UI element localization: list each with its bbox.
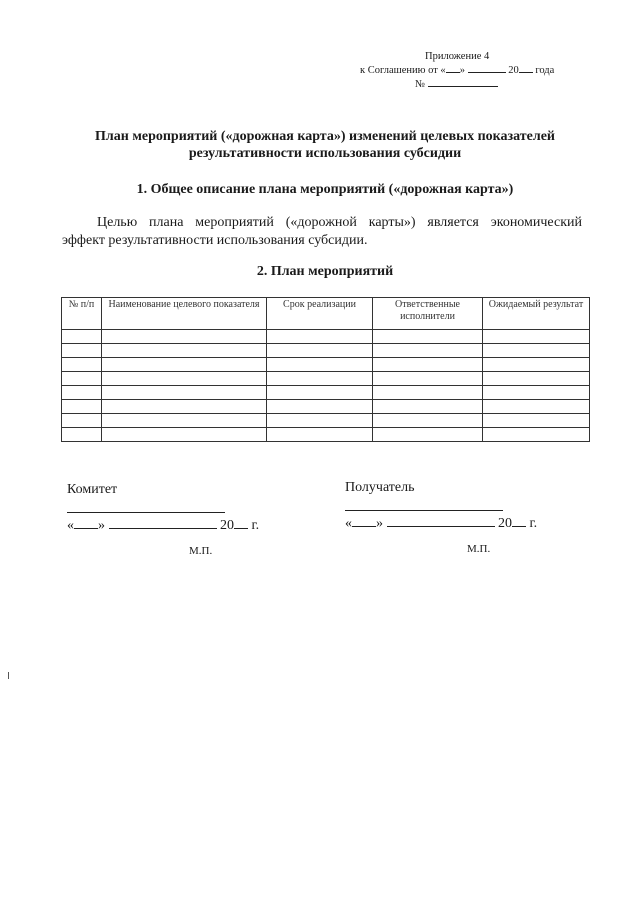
table-row: [62, 344, 590, 358]
table-cell: [267, 386, 373, 400]
table-cell: [373, 386, 483, 400]
section2-heading: 2. План мероприятий: [256, 264, 394, 279]
table-cell: [373, 344, 483, 358]
signature-block-recipient: [345, 480, 537, 532]
table-cell: [102, 386, 267, 400]
plan-table: [61, 297, 590, 442]
appendix-header: [360, 50, 585, 91]
table-cell: [267, 372, 373, 386]
table-cell: [62, 428, 102, 442]
signatory-name: Получатель: [345, 480, 415, 495]
year-blank: [234, 517, 248, 529]
table-cell: [102, 358, 267, 372]
day-blank: [352, 515, 376, 527]
scan-mark: [8, 672, 9, 679]
signature-block-committee: [67, 482, 259, 534]
table-cell: [102, 428, 267, 442]
table-cell: [267, 330, 373, 344]
table-row: [62, 400, 590, 414]
agreement-number: №: [360, 77, 585, 91]
month-blank: [468, 63, 506, 73]
table-row: [62, 386, 590, 400]
table-cell: [62, 372, 102, 386]
agreement-reference: к Соглашению от « » 20 года: [360, 65, 555, 76]
section1-heading: 1. Общее описание плана мероприятий («дорожная карта»): [136, 182, 514, 197]
day-blank: [74, 517, 98, 529]
table-cell: [483, 414, 590, 428]
table-cell: [267, 400, 373, 414]
table-cell: [373, 330, 483, 344]
column-header-indicator: Наименование целевого показателя: [102, 298, 267, 330]
stamp-label-committee: М.П.: [189, 545, 213, 557]
table-cell: [62, 330, 102, 344]
year-blank: [512, 515, 526, 527]
table-row: [62, 358, 590, 372]
table-row: [62, 428, 590, 442]
table-cell: [373, 358, 483, 372]
signature-line: [67, 502, 225, 513]
appendix-number: Приложение 4: [425, 51, 490, 62]
column-header-deadline: Срок реализации: [267, 298, 373, 330]
signature-line: [345, 500, 503, 511]
table-cell: [102, 344, 267, 358]
table-cell: [483, 372, 590, 386]
table-cell: [267, 344, 373, 358]
number-blank: [428, 77, 498, 87]
table-cell: [102, 372, 267, 386]
table-header-row: [62, 298, 590, 330]
table-row: [62, 330, 590, 344]
table-cell: [483, 344, 590, 358]
table-cell: [483, 400, 590, 414]
table-cell: [102, 414, 267, 428]
stamp-label-recipient: М.П.: [467, 543, 491, 555]
day-blank: [446, 63, 460, 73]
section1-text: Целью плана мероприятий («дорожной карты») является экономический эффект результативности использования субсидии.: [62, 215, 582, 248]
table-cell: [267, 428, 373, 442]
month-blank: [387, 515, 495, 527]
column-header-result: Ожидаемый результат: [483, 298, 590, 330]
table-cell: [267, 358, 373, 372]
table-cell: [483, 330, 590, 344]
table-cell: [62, 414, 102, 428]
table-cell: [62, 386, 102, 400]
table-row: [62, 414, 590, 428]
month-blank: [109, 517, 217, 529]
document-title: План мероприятий («дорожная карта») изменений целевых показателей результативности использования субсидии: [95, 129, 555, 161]
column-header-number: № п/п: [62, 298, 102, 330]
signature-date: « » 20 г.: [67, 518, 260, 533]
table-cell: [373, 372, 483, 386]
table-cell: [483, 428, 590, 442]
table-cell: [102, 400, 267, 414]
signatory-name: Комитет: [67, 482, 118, 497]
table-cell: [373, 428, 483, 442]
column-header-responsible: Ответственные исполнители: [373, 298, 483, 330]
table-cell: [267, 414, 373, 428]
year-blank: [519, 63, 533, 73]
signature-date: « » 20 г.: [345, 516, 538, 531]
table-cell: [483, 386, 590, 400]
table-cell: [373, 414, 483, 428]
table-cell: [62, 400, 102, 414]
table-cell: [373, 400, 483, 414]
table-cell: [62, 358, 102, 372]
table-cell: [62, 344, 102, 358]
table-cell: [102, 330, 267, 344]
table-row: [62, 372, 590, 386]
table-cell: [483, 358, 590, 372]
